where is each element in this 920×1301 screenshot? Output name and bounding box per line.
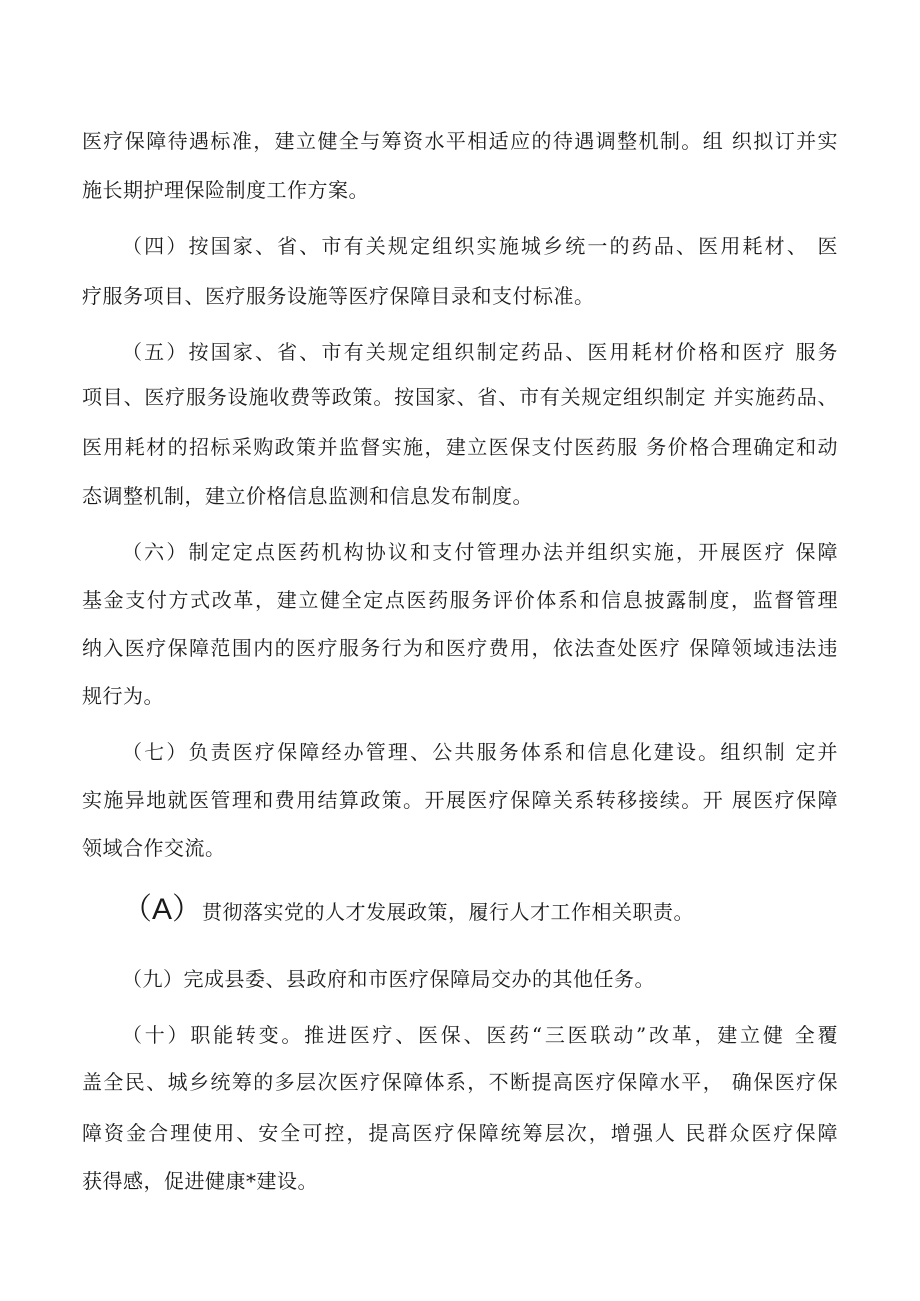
paragraph-line: 领域合作交流。 <box>82 836 226 860</box>
paragraph-line: 疗服务项目、医疗服务设施等医疗保障目录和支付标准。 <box>82 284 595 308</box>
paragraph-line: 施长期护理保险制度工作方案。 <box>82 178 369 202</box>
paragraph-line: 项目、医疗服务设施收费等政策。按国家、省、市有关规定组织制定 并实施药品、 <box>82 385 838 409</box>
paragraph-line: 获得感，促进健康*建设。 <box>82 1169 318 1193</box>
paragraph-line: 基金支付方式改革，建立健全定点医药服务评价体系和信息披露制度，监督管理 <box>82 588 838 612</box>
paragraph-line: （十）职能转变。推进医疗、医保、医药“三医联动”改革，建立健 全覆 <box>122 1023 838 1047</box>
paragraph-line: 纳入医疗保障范围内的医疗服务行为和医疗费用，依法查处医疗 保障领域违法违 <box>82 636 838 660</box>
paragraph-line: （七）负责医疗保障经办管理、公共服务体系和信息化建设。组织制 定并 <box>122 740 838 764</box>
paragraph-line: 医疗保障待遇标准，建立健全与筹资水平相适应的待遇调整机制。组 织拟订并实 <box>82 129 838 153</box>
paragraph-line: 规行为。 <box>82 684 164 708</box>
paragraph-line: （六）制定定点医药机构协议和支付管理办法并组织实施，开展医疗 保障 <box>122 540 838 564</box>
paragraph-line: 实施异地就医管理和费用结算政策。开展医疗保障关系转移接续。开 展医疗保障 <box>82 788 838 812</box>
paragraph-line: 医用耗材的招标采购政策并监督实施，建立医保支付医药服 务价格合理确定和动 <box>82 435 838 459</box>
paragraph-line: 盖全民、城乡统筹的多层次医疗保障体系，不断提高医疗保障水平， 确保医疗保 <box>82 1070 838 1094</box>
paragraph-label: （A） <box>122 893 203 926</box>
paragraph-line <box>122 893 838 929</box>
paragraph-line: （四）按国家、省、市有关规定组织实施城乡统一的药品、医用耗材、 医 <box>122 234 838 258</box>
paragraph-line: 障资金合理使用、安全可控，提高医疗保障统筹层次，增强人 民群众医疗保障 <box>82 1121 838 1145</box>
paragraph-line: （五）按国家、省、市有关规定组织制定药品、医用耗材价格和医疗 服务 <box>122 340 838 364</box>
paragraph-line: （九）完成县委、县政府和市医疗保障局交办的其他任务。 <box>122 967 655 991</box>
paragraph-line: 态调整机制，建立价格信息监测和信息发布制度。 <box>82 484 533 508</box>
paragraph-text: 贯彻落实党的人才发展政策，履行人才工作相关职责。 <box>202 900 695 924</box>
